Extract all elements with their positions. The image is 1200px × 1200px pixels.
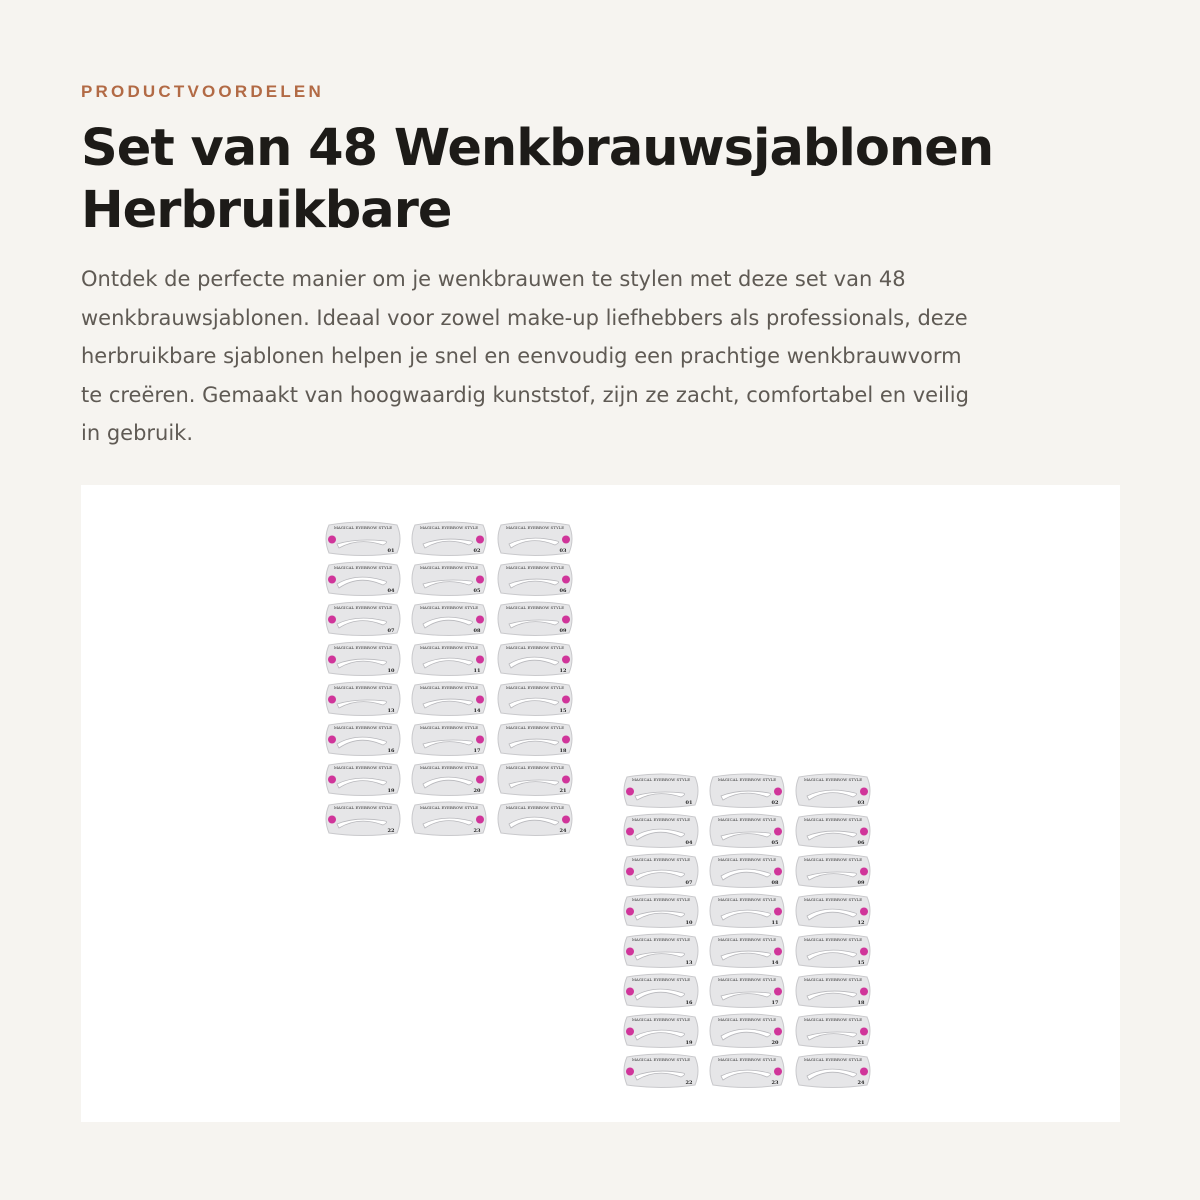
- stencil-number: 19: [685, 1040, 693, 1046]
- stencil-number: 14: [771, 960, 779, 966]
- stencil-number: 01: [685, 800, 693, 806]
- eyebrow-stencil: [412, 762, 486, 796]
- flower-icon: [328, 576, 336, 584]
- eyebrow-stencil: [326, 802, 400, 836]
- eyebrow-stencil: [710, 974, 784, 1008]
- stencil-number: 21: [857, 1040, 865, 1046]
- flower-icon: [476, 736, 484, 744]
- stencil-number: 03: [559, 548, 567, 554]
- flower-icon: [328, 656, 336, 664]
- stencil-brand-label: MAGICAL EYEBROW STYLE: [419, 805, 479, 810]
- stencil-number: 09: [857, 880, 865, 886]
- page-title: [81, 118, 993, 242]
- eyebrow-stencil: [498, 602, 572, 636]
- eyebrow-stencil: [498, 802, 572, 836]
- title-line: Herbruikbare: [81, 181, 452, 240]
- eyebrow-stencil: [326, 642, 400, 676]
- eyebrow-stencil: [710, 934, 784, 968]
- description-line: in gebruik.: [81, 421, 194, 445]
- stencil-number: 08: [771, 880, 779, 886]
- stencil-brand-label: MAGICAL EYEBROW STYLE: [333, 685, 393, 690]
- flower-icon: [774, 908, 782, 916]
- flower-icon: [328, 776, 336, 784]
- flower-icon: [626, 908, 634, 916]
- flower-icon: [626, 1068, 634, 1076]
- eyebrow-stencil: [710, 774, 784, 808]
- stencil-number: 24: [857, 1080, 865, 1086]
- eyebrow-stencil: [624, 854, 698, 888]
- eyebrow-stencil: [624, 934, 698, 968]
- eyebrow-stencil: [624, 974, 698, 1008]
- eyebrow-stencil: [412, 722, 486, 756]
- flower-icon: [860, 788, 868, 796]
- eyebrow-stencil: [326, 762, 400, 796]
- stencil-number: 18: [857, 1000, 865, 1006]
- title-line: Set van 48 Wenkbrauwsjablonen: [81, 119, 994, 178]
- flower-icon: [562, 536, 570, 544]
- stencil-brand-label: MAGICAL EYEBROW STYLE: [333, 525, 393, 530]
- stencil-brand-label: MAGICAL EYEBROW STYLE: [631, 977, 691, 982]
- flower-icon: [328, 616, 336, 624]
- stencil-brand-label: MAGICAL EYEBROW STYLE: [333, 565, 393, 570]
- flower-icon: [774, 1028, 782, 1036]
- flower-icon: [774, 1068, 782, 1076]
- stencil-number: 01: [387, 548, 395, 554]
- stencil-brand-label: MAGICAL EYEBROW STYLE: [419, 765, 479, 770]
- eyebrow-stencil: [498, 562, 572, 596]
- stencil-brand-label: MAGICAL EYEBROW STYLE: [717, 857, 777, 862]
- flower-icon: [476, 576, 484, 584]
- flower-icon: [328, 736, 336, 744]
- stencil-number: 05: [473, 588, 481, 594]
- stencil-number: 05: [771, 840, 779, 846]
- eyebrow-stencil: [796, 894, 870, 928]
- eyebrow-stencil: [412, 562, 486, 596]
- stencil-brand-label: MAGICAL EYEBROW STYLE: [631, 937, 691, 942]
- flower-icon: [774, 828, 782, 836]
- stencil-number: 15: [857, 960, 865, 966]
- stencil-brand-label: MAGICAL EYEBROW STYLE: [803, 1017, 863, 1022]
- flower-icon: [626, 868, 634, 876]
- eyebrow-stencil: [796, 974, 870, 1008]
- stencil-brand-label: MAGICAL EYEBROW STYLE: [333, 805, 393, 810]
- stencil-brand-label: MAGICAL EYEBROW STYLE: [505, 605, 565, 610]
- eyebrow-stencil: [796, 814, 870, 848]
- stencil-number: 03: [857, 800, 865, 806]
- flower-icon: [562, 776, 570, 784]
- stencil-number: 10: [685, 920, 693, 926]
- flower-icon: [860, 988, 868, 996]
- description-line: te creëren. Gemaakt van hoogwaardig kunststof, zijn ze zacht, comfortabel en veilig: [81, 382, 969, 407]
- stencil-number: 04: [387, 588, 395, 594]
- stencil-brand-label: MAGICAL EYEBROW STYLE: [631, 817, 691, 822]
- flower-icon: [860, 828, 868, 836]
- eyebrow-stencil: [412, 802, 486, 836]
- eyebrow-stencil: [498, 762, 572, 796]
- stencil-number: 09: [559, 628, 567, 634]
- eyebrow-stencil: [710, 814, 784, 848]
- flower-icon: [774, 948, 782, 956]
- flower-icon: [626, 788, 634, 796]
- stencil-brand-label: MAGICAL EYEBROW STYLE: [419, 565, 479, 570]
- eyebrow-stencil: [624, 1014, 698, 1048]
- stencil-brand-label: MAGICAL EYEBROW STYLE: [333, 725, 393, 730]
- stencil-brand-label: MAGICAL EYEBROW STYLE: [803, 857, 863, 862]
- product-description: [81, 260, 1071, 453]
- stencil-brand-label: MAGICAL EYEBROW STYLE: [803, 897, 863, 902]
- stencil-number: 02: [771, 800, 779, 806]
- stencil-brand-label: MAGICAL EYEBROW STYLE: [717, 817, 777, 822]
- stencil-number: 11: [473, 668, 481, 674]
- eyebrow-stencil: [498, 642, 572, 676]
- eyebrow-stencil: [624, 894, 698, 928]
- stencil-number: 13: [387, 708, 395, 714]
- eyebrow-stencil: [498, 682, 572, 716]
- stencil-brand-label: MAGICAL EYEBROW STYLE: [717, 777, 777, 782]
- description-line: wenkbrauwsjablonen. Ideaal voor zowel make-up liefhebbers als professionals, deze: [81, 305, 968, 330]
- eyebrow-stencil: [796, 854, 870, 888]
- eyebrow-stencil: [710, 1054, 784, 1088]
- flower-icon: [860, 868, 868, 876]
- flower-icon: [562, 616, 570, 624]
- eyebrow-stencil: [710, 1014, 784, 1048]
- stencil-number: 14: [473, 708, 481, 714]
- stencil-brand-label: MAGICAL EYEBROW STYLE: [803, 1057, 863, 1062]
- eyebrow-stencil: [326, 722, 400, 756]
- flower-icon: [774, 788, 782, 796]
- stencil-number: 16: [685, 1000, 693, 1006]
- stencil-brand-label: MAGICAL EYEBROW STYLE: [631, 897, 691, 902]
- flower-icon: [476, 536, 484, 544]
- stencil-brand-label: MAGICAL EYEBROW STYLE: [505, 805, 565, 810]
- stencil-number: 12: [559, 668, 567, 674]
- stencil-number: 15: [559, 708, 567, 714]
- stencil-number: 22: [685, 1080, 693, 1086]
- flower-icon: [774, 988, 782, 996]
- stencil-brand-label: MAGICAL EYEBROW STYLE: [419, 685, 479, 690]
- stencil-number: 07: [387, 628, 395, 634]
- flower-icon: [476, 616, 484, 624]
- stencil-grid: [323, 521, 575, 836]
- stencil-sheet: [323, 521, 575, 840]
- description-line: Ontdek de perfecte manier om je wenkbrauwen te stylen met deze set van 48: [81, 267, 906, 291]
- stencil-brand-label: MAGICAL EYEBROW STYLE: [717, 937, 777, 942]
- eyebrow-stencil: [624, 814, 698, 848]
- stencil-number: 20: [771, 1040, 779, 1046]
- eyebrow-stencil: [710, 854, 784, 888]
- flower-icon: [476, 656, 484, 664]
- flower-icon: [562, 736, 570, 744]
- stencil-grid: [621, 773, 873, 1088]
- stencil-brand-label: MAGICAL EYEBROW STYLE: [505, 525, 565, 530]
- flower-icon: [328, 536, 336, 544]
- eyebrow-stencil: [326, 682, 400, 716]
- stencil-number: 12: [857, 920, 865, 926]
- product-image: [81, 485, 1120, 1122]
- flower-icon: [860, 908, 868, 916]
- description-line: herbruikbare sjablonen helpen je snel en eenvoudig een prachtige wenkbrauwvorm: [81, 344, 962, 368]
- stencil-number: 18: [559, 748, 567, 754]
- flower-icon: [562, 816, 570, 824]
- flower-icon: [774, 868, 782, 876]
- stencil-number: 10: [387, 668, 395, 674]
- stencil-sheet: [621, 773, 873, 1092]
- stencil-brand-label: MAGICAL EYEBROW STYLE: [803, 817, 863, 822]
- stencil-number: 06: [857, 840, 865, 846]
- stencil-brand-label: MAGICAL EYEBROW STYLE: [631, 1017, 691, 1022]
- stencil-number: 17: [473, 748, 481, 754]
- stencil-number: 23: [473, 828, 481, 834]
- stencil-brand-label: MAGICAL EYEBROW STYLE: [717, 977, 777, 982]
- stencil-brand-label: MAGICAL EYEBROW STYLE: [631, 857, 691, 862]
- stencil-brand-label: MAGICAL EYEBROW STYLE: [631, 1057, 691, 1062]
- flower-icon: [626, 828, 634, 836]
- stencil-brand-label: MAGICAL EYEBROW STYLE: [803, 977, 863, 982]
- stencil-brand-label: MAGICAL EYEBROW STYLE: [631, 777, 691, 782]
- stencil-brand-label: MAGICAL EYEBROW STYLE: [803, 937, 863, 942]
- stencil-number: 23: [771, 1080, 779, 1086]
- eyebrow-stencil: [498, 522, 572, 556]
- flower-icon: [860, 948, 868, 956]
- stencil-brand-label: MAGICAL EYEBROW STYLE: [419, 525, 479, 530]
- stencil-number: 07: [685, 880, 693, 886]
- stencil-brand-label: MAGICAL EYEBROW STYLE: [419, 725, 479, 730]
- stencil-brand-label: MAGICAL EYEBROW STYLE: [803, 777, 863, 782]
- eyebrow-stencil: [710, 894, 784, 928]
- flower-icon: [476, 816, 484, 824]
- stencil-number: 17: [771, 1000, 779, 1006]
- eyebrow-stencil: [624, 1054, 698, 1088]
- stencil-brand-label: MAGICAL EYEBROW STYLE: [333, 765, 393, 770]
- stencil-brand-label: MAGICAL EYEBROW STYLE: [505, 685, 565, 690]
- stencil-brand-label: MAGICAL EYEBROW STYLE: [717, 1017, 777, 1022]
- flower-icon: [860, 1068, 868, 1076]
- stencil-brand-label: MAGICAL EYEBROW STYLE: [505, 565, 565, 570]
- stencil-brand-label: MAGICAL EYEBROW STYLE: [333, 645, 393, 650]
- eyebrow-stencil: [412, 642, 486, 676]
- eyebrow-stencil: [326, 602, 400, 636]
- stencil-brand-label: MAGICAL EYEBROW STYLE: [717, 897, 777, 902]
- stencil-brand-label: MAGICAL EYEBROW STYLE: [333, 605, 393, 610]
- flower-icon: [626, 1028, 634, 1036]
- flower-icon: [328, 816, 336, 824]
- stencil-number: 04: [685, 840, 693, 846]
- flower-icon: [562, 576, 570, 584]
- eyebrow-stencil: [412, 522, 486, 556]
- flower-icon: [562, 656, 570, 664]
- eyebrow-stencil: [498, 722, 572, 756]
- eyebrow-stencil: [796, 934, 870, 968]
- flower-icon: [626, 948, 634, 956]
- stencil-brand-label: MAGICAL EYEBROW STYLE: [505, 645, 565, 650]
- stencil-number: 11: [771, 920, 779, 926]
- eyebrow-stencil: [412, 602, 486, 636]
- section-eyebrow: PRODUCTVOORDELEN: [81, 82, 324, 101]
- eyebrow-stencil: [796, 774, 870, 808]
- stencil-number: 08: [473, 628, 481, 634]
- flower-icon: [328, 696, 336, 704]
- flower-icon: [562, 696, 570, 704]
- stencil-number: 02: [473, 548, 481, 554]
- eyebrow-stencil: [796, 1014, 870, 1048]
- stencil-number: 21: [559, 788, 567, 794]
- flower-icon: [860, 1028, 868, 1036]
- stencil-number: 16: [387, 748, 395, 754]
- stencil-number: 24: [559, 828, 567, 834]
- stencil-brand-label: MAGICAL EYEBROW STYLE: [717, 1057, 777, 1062]
- eyebrow-stencil: [624, 774, 698, 808]
- eyebrow-stencil: [412, 682, 486, 716]
- stencil-number: 22: [387, 828, 395, 834]
- flower-icon: [476, 696, 484, 704]
- flower-icon: [626, 988, 634, 996]
- stencil-brand-label: MAGICAL EYEBROW STYLE: [419, 605, 479, 610]
- eyebrow-stencil: [326, 522, 400, 556]
- stencil-brand-label: MAGICAL EYEBROW STYLE: [505, 765, 565, 770]
- stencil-number: 19: [387, 788, 395, 794]
- stencil-number: 20: [473, 788, 481, 794]
- stencil-brand-label: MAGICAL EYEBROW STYLE: [419, 645, 479, 650]
- flower-icon: [476, 776, 484, 784]
- stencil-number: 13: [685, 960, 693, 966]
- stencil-brand-label: MAGICAL EYEBROW STYLE: [505, 725, 565, 730]
- eyebrow-stencil: [796, 1054, 870, 1088]
- stencil-number: 06: [559, 588, 567, 594]
- eyebrow-stencil: [326, 562, 400, 596]
